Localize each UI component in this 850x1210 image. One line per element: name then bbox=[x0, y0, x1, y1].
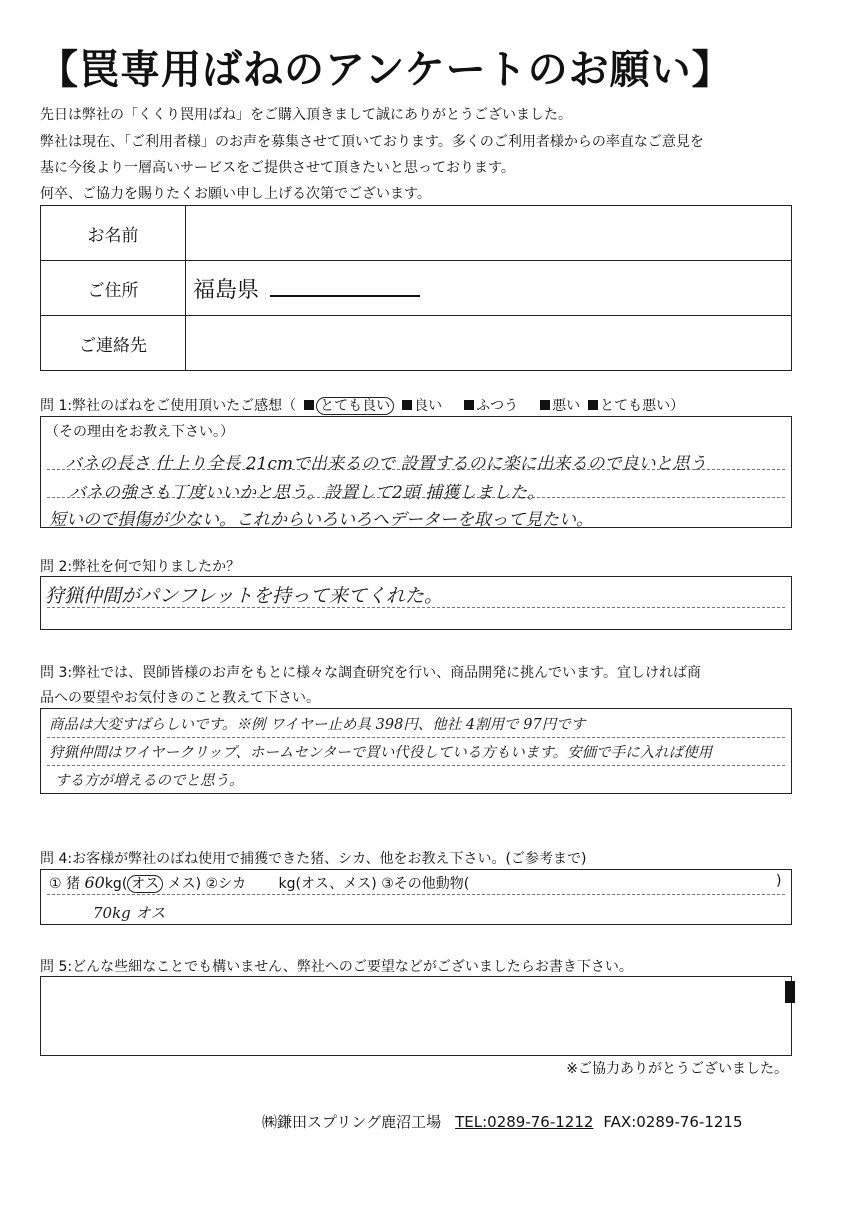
q4-female-option[interactable]: メス) bbox=[167, 876, 202, 892]
q1-answer-box[interactable] bbox=[40, 416, 792, 528]
q5-label: 問 5:どんな些細なことでも構いません、弊社へのご要望などがございましたらお書き下さい。 bbox=[40, 959, 633, 975]
company-fax: FAX:0289-76-1215 bbox=[603, 1113, 743, 1131]
q1-option-good[interactable]: 良い bbox=[414, 398, 443, 414]
contact-field[interactable] bbox=[186, 316, 792, 371]
q4-boar-label: ① 猪 bbox=[49, 876, 81, 892]
address-label: ご住所 bbox=[41, 261, 186, 316]
checkbox-icon[interactable] bbox=[402, 400, 412, 410]
q4-answer: 70kg オス bbox=[93, 904, 166, 922]
customer-info-table bbox=[40, 205, 792, 371]
q2-label: 問 2:弊社を何で知りましたか？ bbox=[40, 559, 241, 575]
page-title: 【罠専用ばねのアンケートのお願い】 bbox=[38, 47, 733, 93]
q1-prefix: 問 1:弊社のばねをご使用頂いたご感想（ bbox=[40, 398, 297, 414]
q2-answer: 狩猟仲間がパンフレットを持って来てくれた。 bbox=[45, 585, 444, 607]
q2-answer-box[interactable] bbox=[40, 576, 792, 630]
q3-answer-line-3: する方が増えるのでと思う。 bbox=[55, 773, 244, 789]
q4-kg-label: kg( bbox=[104, 876, 128, 892]
company-tel[interactable]: TEL:0289-76-1212 bbox=[455, 1113, 594, 1131]
q1-suffix: ） bbox=[670, 398, 685, 414]
address-value: 福島県 bbox=[193, 277, 260, 303]
address-field[interactable] bbox=[186, 261, 792, 316]
thank-you-note: ※ご協力ありがとうございました。 bbox=[566, 1061, 788, 1077]
address-underline bbox=[270, 295, 420, 297]
q1-label bbox=[40, 395, 684, 415]
checkbox-icon[interactable] bbox=[464, 400, 474, 410]
intro-line-2: 弊社は現在、「ご利用者様」のお声を募集させて頂いております。多くのご利用者様からの率直なご意見を bbox=[40, 134, 704, 150]
rule-line bbox=[47, 765, 785, 766]
q1-option-very-good[interactable]: とても良い bbox=[316, 397, 394, 415]
q4-label: 問 4:お客様が弊社のばね使用で捕獲できた猪、シカ、他をお教え下さい。(ご参考まで) bbox=[40, 851, 587, 867]
company-name: ㈱鎌田スプリング鹿沼工場 bbox=[262, 1113, 442, 1131]
q3-answer-line-1: 商品は大変すばらしいです。※例 ワイヤー止め具 398円、他社 4割用で 97円です bbox=[49, 717, 586, 733]
contact-label: ご連絡先 bbox=[41, 316, 186, 371]
q1-option-normal[interactable]: ふつう bbox=[476, 398, 519, 414]
checkbox-icon[interactable] bbox=[304, 400, 314, 410]
q1-reason-label: （その理由をお教え下さい。） bbox=[45, 424, 234, 440]
q5-answer-box[interactable] bbox=[40, 976, 792, 1056]
checkbox-icon[interactable] bbox=[588, 400, 598, 410]
rule-line bbox=[47, 737, 785, 738]
q1-option-very-bad[interactable]: とても悪い bbox=[600, 398, 671, 414]
intro-line-3: 基に今後より一層高いサービスをご提供させて頂きたいと思っております。 bbox=[40, 160, 515, 176]
intro-line-4: 何卒、ご協力を賜りたくお願い申し上げる次第でございます。 bbox=[40, 186, 431, 202]
q4-deer-option[interactable]: ②シカ kg(オス、メス) bbox=[205, 876, 377, 892]
rule-line bbox=[47, 894, 785, 895]
q3-answer-box[interactable] bbox=[40, 708, 792, 794]
q4-boar-weight: 60 bbox=[84, 873, 105, 892]
q3-label-line-2: 品への要望やお気付きのこと教えて下さい。 bbox=[40, 690, 320, 706]
q3-label-line-1: 問 3:弊社では、罠師皆様のお声をもとに様々な調査研究を行い、商品開発に挑んでいます。宜しければ商 bbox=[40, 665, 701, 681]
q4-other-option[interactable]: ③その他動物( bbox=[381, 876, 470, 892]
q1-answer-line-3: 短いので損傷が少ない。これからいろいろへデーターを取って見たい。 bbox=[49, 510, 593, 530]
checkbox-icon[interactable] bbox=[540, 400, 550, 410]
scan-mark bbox=[785, 981, 795, 1003]
name-label: お名前 bbox=[41, 206, 186, 261]
intro-line-1: 先日は弊社の「くくり罠用ばね」をご購入頂きまして誠にありがとうございました。 bbox=[40, 107, 572, 123]
q1-answer-line-1: バネの長さ 仕上り全長 21cmで出来るので 設置するのに楽に出来るので良いと思う bbox=[65, 454, 707, 474]
q4-answer-box[interactable] bbox=[40, 869, 792, 925]
q4-male-option[interactable]: オス bbox=[127, 875, 163, 893]
name-field[interactable] bbox=[186, 206, 792, 261]
q4-options bbox=[49, 873, 469, 893]
q1-option-bad[interactable]: 悪い bbox=[552, 398, 581, 414]
q3-answer-line-2: 狩猟仲間はワイヤークリップ、ホームセンターで買い代役している方もいます。安価で手に入れば使用 bbox=[49, 745, 713, 761]
q4-other-close: ) bbox=[776, 873, 782, 889]
company-info bbox=[262, 1111, 743, 1132]
q1-answer-line-2: バネの強さも丁度いいかと思う。設置して2頭 捕獲しました。 bbox=[69, 483, 545, 503]
